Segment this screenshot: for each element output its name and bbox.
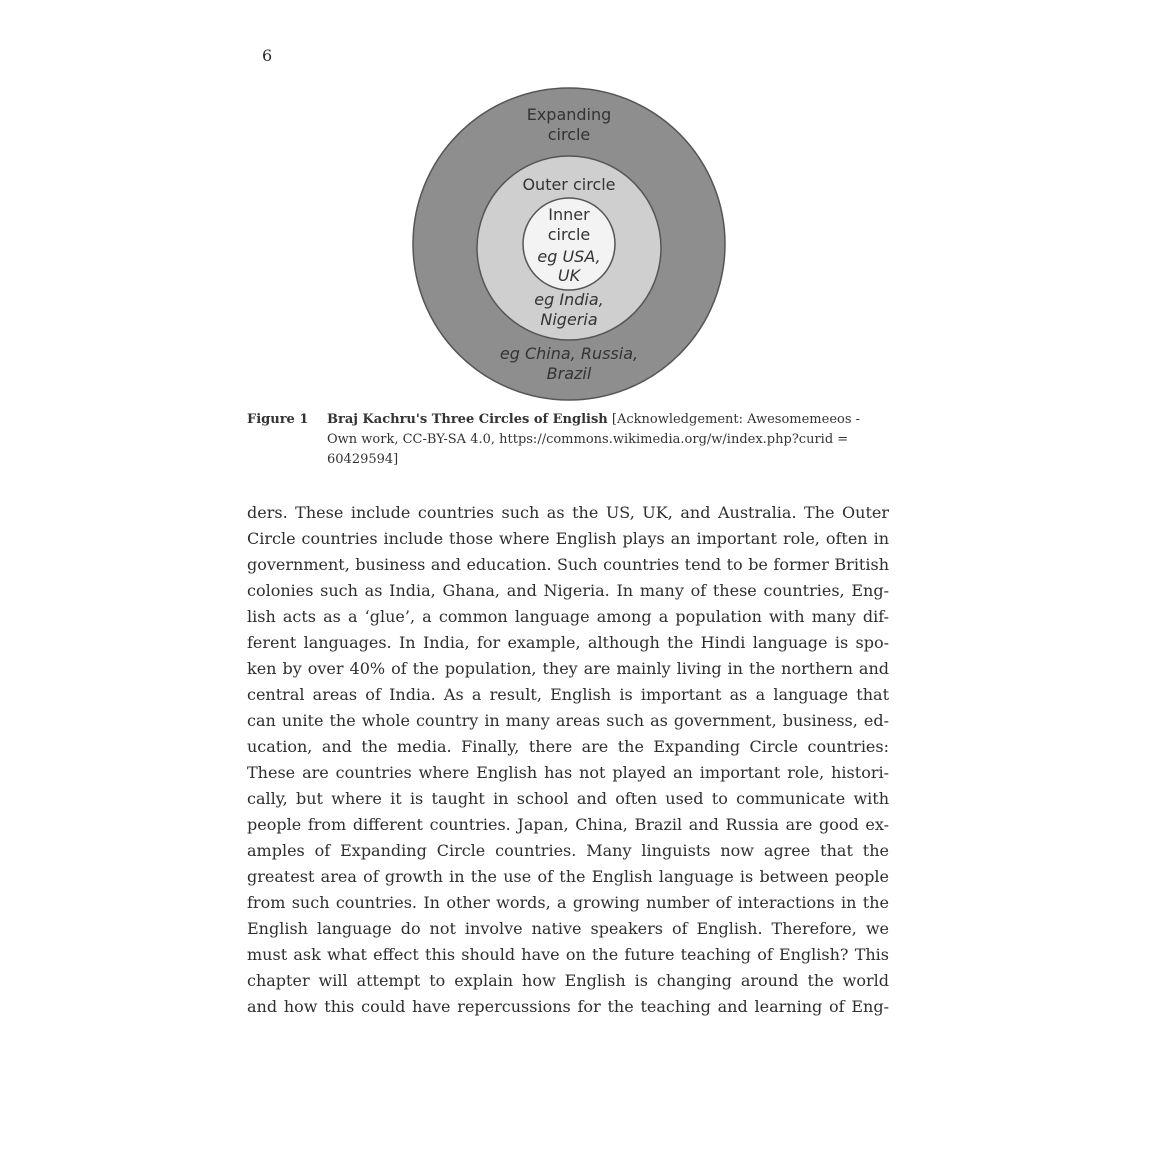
body-line: ken by over 40% of the population, they are mainly living in the northern and — [247, 659, 889, 678]
body-line: colonies such as India, Ghana, and Nigeria. In many of these countries, Eng- — [247, 581, 889, 600]
inner-circle-example-2: UK — [557, 266, 581, 285]
inner-circle-example-1: eg USA, — [537, 247, 601, 266]
page-number: 6 — [262, 46, 273, 65]
body-line: ders. These include countries such as the US, UK, and Australia. The Outer — [247, 503, 889, 522]
body-line: ucation, and the media. Finally, there are the Expanding Circle countries: — [247, 737, 889, 756]
outer-circle-label: Outer circle — [522, 175, 616, 194]
caption-body — [327, 410, 892, 470]
figure-acknowledgement: [Acknowledgement: Awesomemeeos - Own work, CC-BY-SA 4.0, https://commons.wikimedia.org/w/index.php?curid = 60429594] — [327, 412, 861, 467]
inner-circle-label-2: circle — [547, 225, 591, 244]
outer-circle-example-2: Nigeria — [540, 310, 598, 329]
body-line: amples of Expanding Circle countries. Many linguists now agree that the — [247, 841, 889, 860]
expanding-circle-label-1: Expanding — [526, 105, 612, 124]
expanding-circle-example-1: eg China, Russia, — [499, 344, 639, 363]
body-line: must ask what effect this should have on the future teaching of English? This — [247, 945, 889, 964]
three-circles-diagram — [0, 0, 1150, 410]
expanding-circle-example-2: Brazil — [546, 364, 592, 383]
body-line: central areas of India. As a result, English is important as a language that — [247, 685, 889, 704]
inner-circle-label-1: Inner — [548, 205, 590, 224]
body-line: greatest area of growth in the use of the English language is between people — [247, 867, 889, 886]
body-line: English language do not involve native speakers of English. Therefore, we — [247, 919, 889, 938]
body-line: chapter will attempt to explain how English is changing around the world — [247, 971, 889, 990]
body-line: lish acts as a ‘glue’, a common language among a population with many dif- — [247, 607, 889, 626]
body-line: These are countries where English has not played an important role, histori- — [247, 763, 889, 782]
body-line: from such countries. In other words, a growing number of interactions in the — [247, 893, 889, 912]
body-line: can unite the whole country in many areas such as government, business, ed- — [247, 711, 889, 730]
body-paragraph — [247, 500, 889, 1020]
body-line: Circle countries include those where English plays an important role, often in — [247, 529, 889, 548]
body-line: and how this could have repercussions for the teaching and learning of Eng- — [247, 997, 889, 1016]
body-line: cally, but where it is taught in school and often used to communicate with — [247, 789, 889, 808]
body-line: ferent languages. In India, for example, although the Hindi language is spo- — [247, 633, 889, 652]
outer-circle-example-1: eg India, — [534, 290, 604, 309]
figure-caption — [247, 410, 892, 470]
body-line: government, business and education. Such countries tend to be former British — [247, 555, 889, 574]
expanding-circle-label-2: circle — [547, 125, 591, 144]
figure-label: Figure 1 — [247, 412, 309, 427]
body-line: people from different countries. Japan, China, Brazil and Russia are good ex- — [247, 815, 889, 834]
figure-title: Braj Kachru's Three Circles of English — [327, 412, 608, 427]
